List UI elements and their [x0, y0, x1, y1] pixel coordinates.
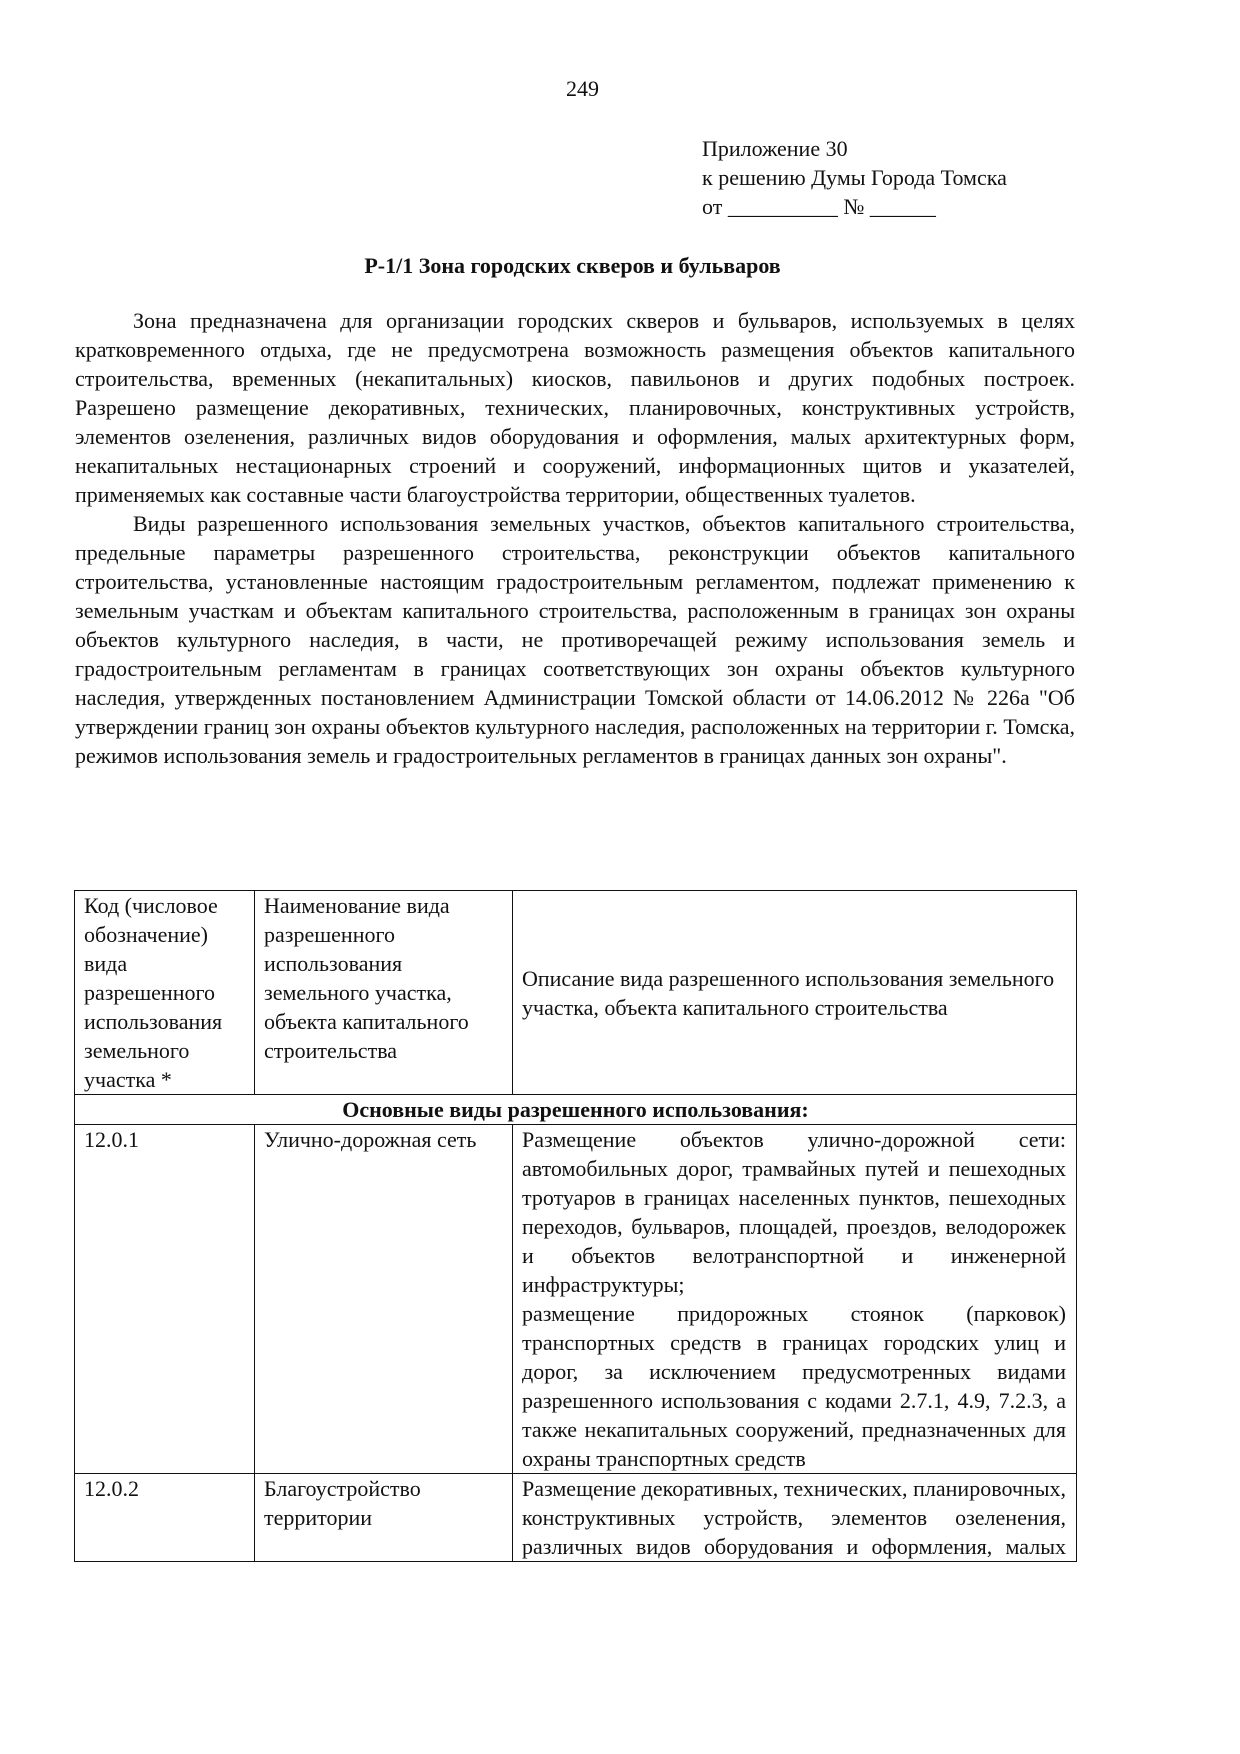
row-name: Благоустройство территории [255, 1474, 513, 1562]
row-code: 12.0.2 [75, 1474, 255, 1562]
row-description [513, 1125, 1077, 1474]
regulation-table [74, 890, 1077, 1562]
description-part: Размещение декоративных, технических, планировочных, конструктивных устройств, элементов озеленения, различных видов оборудования и оформления, малых [522, 1476, 1066, 1559]
row-code: 12.0.1 [75, 1125, 255, 1474]
description-part: размещение придорожных стоянок (парковок) транспортных средств в границах городских улиц и дорог, за исключением предусмотренных видами разрешенного использования с кодами 2.7.1, 4.9, 7.2.3, а также некапитальных сооружений, предназначенных для охраны транспортных средств [522, 1301, 1066, 1471]
table-header-row [75, 891, 1077, 1095]
appendix-line-1: Приложение 30 [702, 136, 848, 161]
section-title: Основные виды разрешенного использования: [75, 1095, 1077, 1125]
zone-title: Р-1/1 Зона городских скверов и бульваров [364, 253, 781, 278]
section-row [75, 1095, 1077, 1125]
row-description [513, 1474, 1077, 1562]
table-row [75, 1474, 1077, 1562]
header-name: Наименование вида разрешенного использования земельного участка, объекта капитального строительства [255, 891, 513, 1095]
page-number: 249 [566, 76, 599, 101]
paragraph-1: Зона предназначена для организации городских скверов и бульваров, используемых в целях кратковременного отдыха, где не предусмотрена возможность размещения объектов капитального строительства, временных (некапитальных) киосков, павильонов и других подобных построек. Разрешено размещение декоративных, технических, планировочных, конструктивных устройств, элементов озеленения, различных видов оборудования и оформления, малых архитектурных форм, некапитальных нестационарных строений и сооружений, информационных щитов и указателей, применяемых как составные части благоустройства территории, общественных туалетов. [75, 308, 1075, 507]
header-description: Описание вида разрешенного использования земельного участка, объекта капитального строительства [513, 891, 1077, 1095]
appendix-block [702, 134, 1007, 221]
appendix-line-3: от __________ № ______ [702, 194, 936, 219]
body-text [75, 306, 1075, 770]
description-part: Размещение объектов улично-дорожной сети: автомобильных дорог, трамвайных путей и пешеходных тротуаров в границах населенных пунктов, пешеходных переходов, бульваров, площадей, проездов, велодорожек и объектов велотранспортной и инженерной инфраструктуры; [522, 1127, 1066, 1297]
appendix-line-2: к решению Думы Города Томска [702, 165, 1007, 190]
header-code: Код (числовое обозначение) вида разрешенного использования земельного участка * [75, 891, 255, 1095]
table-row [75, 1125, 1077, 1474]
paragraph-2: Виды разрешенного использования земельных участков, объектов капитального строительства, предельные параметры разрешенного строительства, реконструкции объектов капитального строительства, установленные настоящим градостроительным регламентом, подлежат применению к земельным участкам и объектам капитального строительства, расположенным в границах зон охраны объектов культурного наследия, в части, не противоречащей режиму использования земель и градостроительным регламентам в границах соответствующих зон охраны объектов культурного наследия, утвержденных постановлением Администрации Томской области от 14.06.2012 № 226а "Об утверждении границ зон охраны объектов культурного наследия, расположенных на территории г. Томска, режимов использования земель и градостроительных регламентов в границах данных зон охраны". [75, 511, 1075, 768]
row-name: Улично-дорожная сеть [255, 1125, 513, 1474]
